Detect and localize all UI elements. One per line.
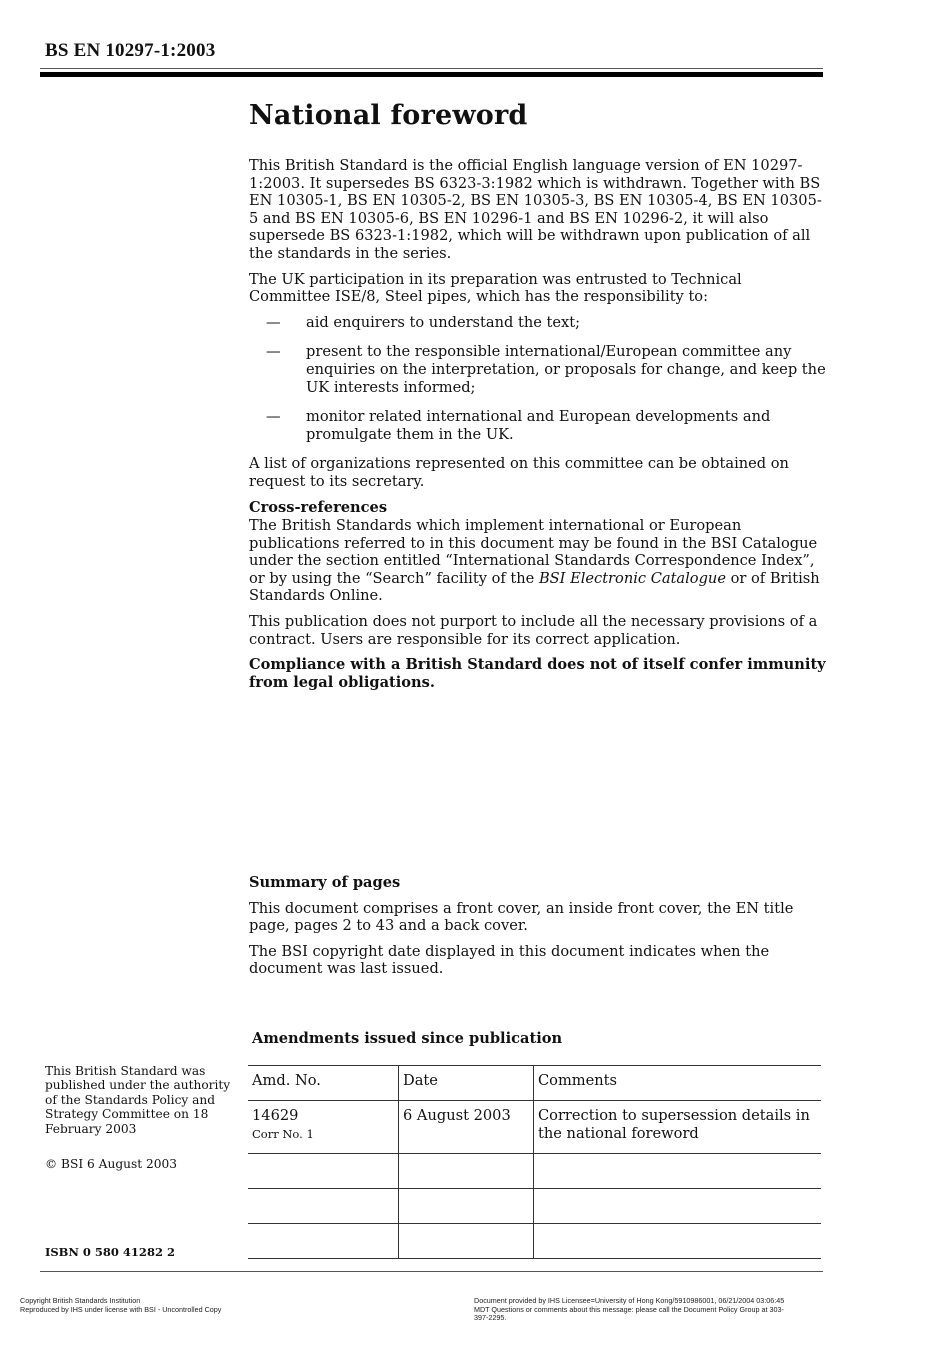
footer-license-notice: Document provided by IHS Licensee=University of Hong Kong/5910986001, 06/21/2004 03:06:45 MDT Questions or comments about this message: please call the Document Policy Group at 303-397-2295. xyxy=(474,1296,785,1323)
isbn: ISBN 0 580 41282 2 xyxy=(45,1245,175,1259)
list-item-text: present to the responsible international/European committee any enquiries on the interpretation, or proposals for change, and keep the UK interests informed; xyxy=(306,343,826,396)
paragraph-organizations: A list of organizations represented on this committee can be obtained on request to its secretary. xyxy=(249,455,789,490)
margin-watermark xyxy=(893,340,901,480)
table-row xyxy=(248,1224,821,1259)
paragraph-crossref xyxy=(249,517,827,605)
foreword-body xyxy=(249,157,827,699)
dash-bullet: — xyxy=(266,343,281,361)
crossref-heading: Cross-references xyxy=(249,498,388,516)
document-id: BS EN 10297-1:2003 xyxy=(45,40,216,61)
list-item-text: aid enquirers to understand the text; xyxy=(306,313,581,331)
column-header-date: Date xyxy=(399,1066,534,1101)
footer-copyright xyxy=(20,1297,320,1314)
compliance-statement: Compliance with a British Standard does not of itself confer immunity from legal obligations. xyxy=(249,656,826,691)
amendments-table xyxy=(248,1065,821,1259)
summary-heading: Summary of pages xyxy=(249,874,401,891)
crossref-text-a: The British Standards which implement international or European publications referred to in this document may be found in the BSI Catalogue under the section entitled “International Standards Correspondence Index”, or by using the “Search” facility of the xyxy=(249,517,818,587)
table-row xyxy=(248,1154,821,1189)
crossref-catalogue-name: BSI Electronic Catalogue xyxy=(538,569,726,587)
crossref-text-b: or of British Standards Online. xyxy=(249,569,820,605)
summary-paragraph-pages: This document comprises a front cover, an inside front cover, the EN title page, pages 2 to 43 and a back cover. xyxy=(249,899,794,935)
table-row xyxy=(248,1101,821,1154)
table-row xyxy=(248,1189,821,1224)
comments-cell: Correction to supersession details in the national foreword xyxy=(534,1101,822,1154)
list-item xyxy=(249,343,827,396)
header-rule-thin xyxy=(40,68,823,69)
amd-number: 14629 xyxy=(252,1107,299,1124)
paragraph-supersedes: This British Standard is the official English language version of EN 10297-1:2003. It supersedes BS 6323-3:1982 which is withdrawn. Together with BS EN 10305-1, BS EN 10305-2, BS EN 10305-3, BS EN 10305-4, BS EN 10305-5 and BS EN 10305-6, BS EN 10296-1 and BS EN 10296-2, it will also supersede BS 6323-1:1982, which will be withdrawn upon publication of all the standards in the series. xyxy=(249,157,822,262)
paragraph-committee: The UK participation in its preparation was entrusted to Technical Committee ISE/8, Steel pipes, which has the responsibility to: xyxy=(249,270,742,306)
dash-bullet: — xyxy=(266,313,281,331)
summary-of-pages xyxy=(249,874,827,986)
date-cell: 6 August 2003 xyxy=(399,1101,534,1154)
responsibility-list xyxy=(249,314,827,444)
footer-copyright-line1: Copyright British Standards Institution xyxy=(20,1296,141,1305)
list-item xyxy=(249,408,827,443)
publication-authority-note: This British Standard was published under the authority of the Standards Policy and Strategy Committee on 18 February 2003 xyxy=(45,1064,231,1136)
amendments-heading: Amendments issued since publication xyxy=(252,1030,563,1047)
dash-bullet: — xyxy=(266,408,281,426)
paragraph-provisions: This publication does not purport to include all the necessary provisions of a contract. Users are responsible for its correct application. xyxy=(249,613,818,648)
list-item xyxy=(249,314,827,332)
summary-paragraph-copyright: The BSI copyright date displayed in this document indicates when the document was last issued. xyxy=(249,942,770,978)
amd-no-cell xyxy=(248,1101,399,1154)
column-header-amd-no: Amd. No. xyxy=(248,1066,399,1101)
column-header-comments: Comments xyxy=(534,1066,822,1101)
header-rule-thick xyxy=(40,72,823,77)
footer-copyright-line2: Reproduced by IHS under license with BSI - Uncontrolled Copy xyxy=(20,1304,222,1314)
page-title: National foreword xyxy=(249,100,528,131)
amd-corr-no: Corr No. 1 xyxy=(252,1126,314,1141)
footer-rule xyxy=(40,1271,823,1272)
bsi-copyright: © BSI 6 August 2003 xyxy=(45,1157,178,1171)
list-item-text: monitor related international and European developments and promulgate them in the UK. xyxy=(306,408,771,443)
table-header-row xyxy=(248,1066,821,1101)
